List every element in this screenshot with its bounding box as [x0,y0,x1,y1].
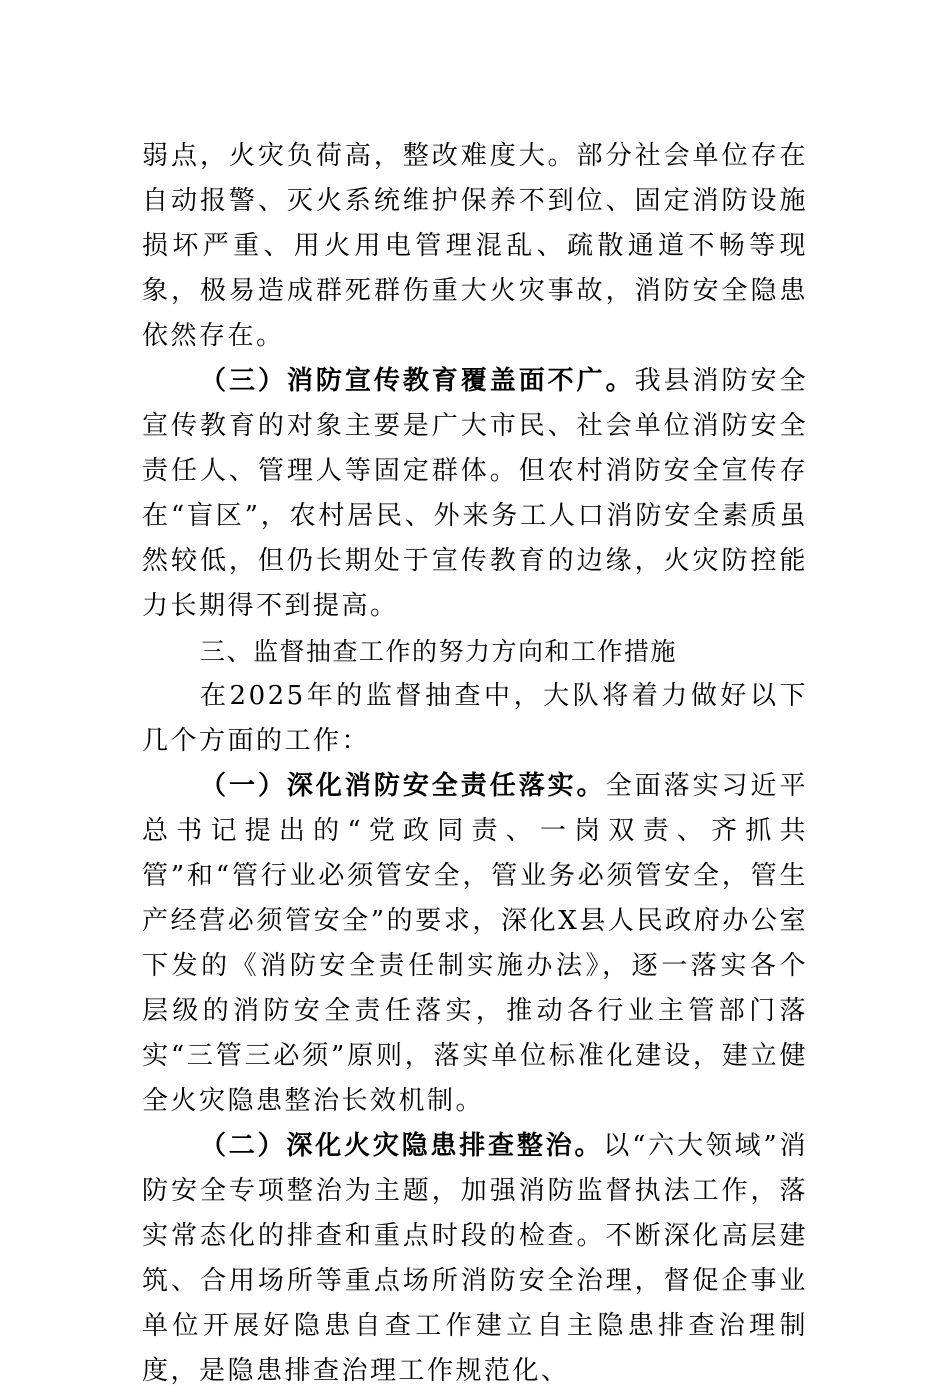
paragraph-publicity-coverage [142,359,808,629]
paragraph-text: 以“六大领域”消防安全专项整治为主题，加强消防监督执法工作，落实常态化的排查和重点时段的检查。不断深化高层建筑、合用场所等重点场所消防安全治理，督促企事业单位开展好隐患自查工作建立自主隐患排查治理制度，是隐患排查治理工作规范化、 [142,1131,808,1386]
document-body [142,134,808,1394]
paragraph-text: 在2025年的监督抽查中，大队将着力做好以下几个方面的工作： [142,681,808,756]
paragraph-responsibility [142,764,808,1124]
section-heading-three: 三、监督抽查工作的努力方向和工作措施 [200,637,678,666]
paragraph-lead-hazard: （二）深化火灾隐患排查整治。 [200,1131,604,1161]
paragraph-text: 全面落实习近平总书记提出的“党政同责、一岗双责、齐抓共管”和“管行业必须管安全，管业务必须管安全，管生产经营必须管安全”的要求，深化X县人民政府办公室下发的《消防安全责任制实施办法》，逐一落实各个层级的消防安全责任落实，推动各行业主管部门落实“三管三必须”原则，落实单位标准化建设，建立健全火灾隐患整治长效机制。 [142,771,808,1116]
paragraph-fire-hazards-continued [142,134,808,359]
paragraph-2025-intro [142,674,808,764]
paragraph-text: 我县消防安全宣传教育的对象主要是广大市民、社会单位消防安全责任人、管理人等固定群体。但农村消防安全宣传存在“盲区”，农村居民、外来务工人口消防安全素质虽然较低，但仍长期处于宣传教育的边缘，火灾防控能力长期得不到提高。 [142,366,808,621]
paragraph-text: 弱点，火灾负荷高，整改难度大。部分社会单位存在自动报警、灭火系统维护保养不到位、固定消防设施损坏严重、用火用电管理混乱、疏散通道不畅等现象，极易造成群死群伤重大火灾事故，消防安全隐患依然存在。 [142,141,808,351]
paragraph-lead-responsibility: （一）深化消防安全责任落实。 [200,771,606,801]
paragraph-hazard-inspection [142,1124,808,1394]
paragraph-lead-publicity: （三）消防宣传教育覆盖面不广。 [200,366,635,396]
